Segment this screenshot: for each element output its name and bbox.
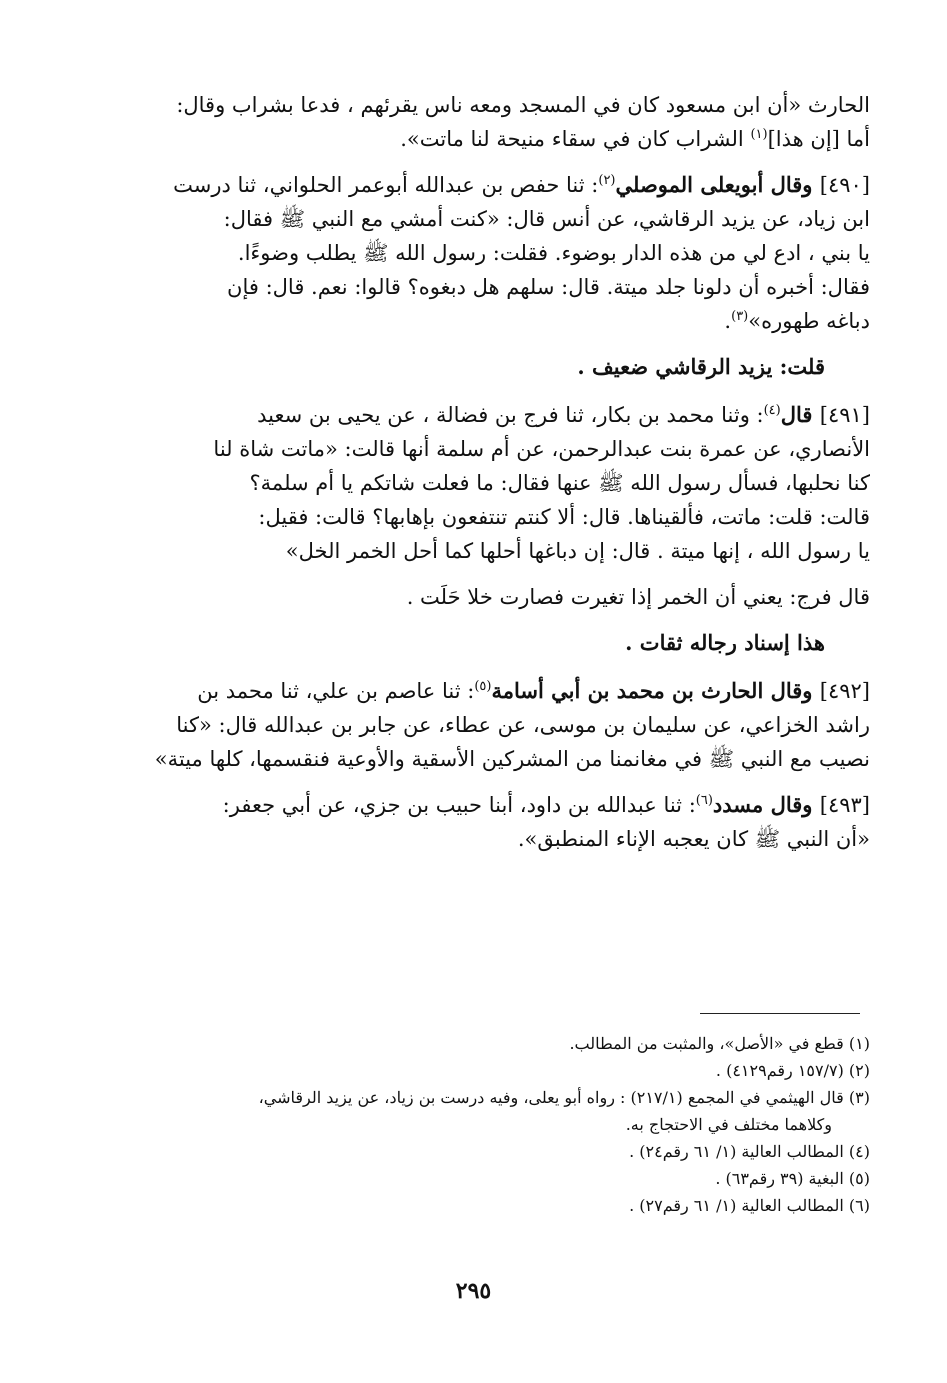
- paragraph-continuation: [100, 88, 870, 156]
- hadith-number: [٤٩٣]: [819, 793, 870, 817]
- text-segment: : ثنا حفص بن عبدالله أبوعمر الحلواني، ثنا درست: [173, 173, 599, 197]
- text-segment: دباغه طهوره»: [748, 309, 870, 333]
- footnote-item: (٢) (١٥٧/٧ رقم٤١٢٩) .: [715, 1061, 870, 1080]
- hadith-490: [100, 168, 870, 338]
- footnote-item: (١) قطع في «الأصل»، والمثبت من المطالب.: [569, 1034, 870, 1053]
- text-line: راشد الخزاعي، عن سليمان بن موسى، عن عطاء، عن جابر بن عبدالله قال: «كنا: [176, 713, 870, 737]
- hadith-493: [100, 788, 870, 856]
- page-number: ٢٩٥: [455, 1278, 492, 1304]
- text-line: ابن زياد، عن يزيد الرقاشي، عن أنس قال: «كنت أمشي مع النبي ﷺ فقال:: [223, 207, 870, 231]
- text-segment: الشراب كان في سقاء منيحة لنا ماتت».: [400, 127, 751, 151]
- text-line: فقال: أخبره أن دلونا جلد ميتة. قال: سلهم هل دبغوه؟ قالوا: نعم. قال: فإن: [227, 275, 870, 299]
- footnote-item: (٣) قال الهيثمي في المجمع (٢١٧/١) : رواه أبو يعلى، وفيه درست بن زياد، عن يزيد الرقاشي،: [258, 1088, 870, 1107]
- text-line: يا بني ، ادع لي من هذه الدار بوضوء. فقلت: رسول الله ﷺ يطلب وضوءًا.: [237, 241, 870, 265]
- text-line: قالت: قلت: ماتت، فألقيناها. قال: ألا كنتم تنتفعون بإهابها؟ قالت: فقيل:: [258, 505, 870, 529]
- narrator-name: قال: [780, 402, 820, 427]
- text-line: الأنصاري، عن عمرة بنت عبدالرحمن، عن أم سلمة أنها قالت: «ماتت شاة لنا: [213, 437, 870, 461]
- footnote-continuation: وكلاهما مختلف في الاحتجاج به.: [625, 1115, 832, 1134]
- footnote-item: (٦) المطالب العالية (١/ ٦١ رقم٢٧) .: [629, 1196, 870, 1215]
- hadith-491: [100, 398, 870, 568]
- footnote-ref: (٣): [731, 309, 749, 324]
- text-line: [100, 674, 870, 708]
- text-segment: : وثنا محمد بن بكار، ثنا فرج بن فضالة ، عن يحيى بن سعيد: [257, 403, 764, 427]
- text-segment: : ثنا عبدالله بن داود، أبنا حبيب بن جزي، عن أبي جعفر:: [222, 793, 696, 817]
- hadith-number: [٤٩١]: [819, 403, 870, 427]
- page-body: [100, 88, 870, 868]
- footnote-ref: (٤): [763, 403, 781, 418]
- text-line: [100, 398, 870, 432]
- hadith-number: [٤٩٢]: [819, 679, 870, 703]
- text-line: نصيب مع النبي ﷺ في مغانمنا من المشركين الأسقية والأوعية فنقسمها، كلها ميتة»: [154, 747, 870, 771]
- paragraph-explanation: [100, 580, 870, 614]
- footnote-ref: (٢): [598, 173, 616, 188]
- text-line: الحارث «أن ابن مسعود كان في المسجد ومعه ناس يقرئهم ، فدعا بشراب وقال:: [176, 93, 870, 117]
- footnote-ref: (١): [750, 127, 768, 142]
- text-line: [100, 122, 870, 156]
- footnote-ref: (٦): [695, 793, 713, 808]
- text-line: كنا نحلبها، فسأل رسول الله ﷺ عنها فقال: ما فعلت شاتكم يا أم سلمة؟: [249, 471, 870, 495]
- text-segment: : ثنا عاصم بن علي، ثنا محمد بن: [197, 679, 475, 703]
- footnote-item: (٥) البغية (٣٩ رقم٦٣) .: [715, 1169, 870, 1188]
- footnotes: [100, 1030, 870, 1219]
- text-segment: .: [724, 309, 732, 333]
- footnote-ref: (٥): [474, 679, 492, 694]
- text-segment: أما [إن هذا]: [767, 127, 870, 151]
- commentary-note: قلت: يزيد الرقاشي ضعيف .: [577, 354, 825, 379]
- text-line: [100, 168, 870, 202]
- text-line: «أن النبي ﷺ كان يعجبه الإناء المنطبق».: [517, 827, 870, 851]
- footnote-divider: [700, 1013, 860, 1014]
- text-line: قال فرج: يعني أن الخمر إذا تغيرت فصارت خلا حَلَت .: [406, 585, 870, 609]
- narrator-name: وقال مسدد: [712, 792, 820, 817]
- narrator-name: وقال الحارث بن محمد بن أبي أسامة: [491, 678, 820, 703]
- text-line: [100, 788, 870, 822]
- footnote-item: (٤) المطالب العالية (١/ ٦١ رقم٢٤) .: [629, 1142, 870, 1161]
- hadith-number: [٤٩٠]: [819, 173, 870, 197]
- narrator-name: وقال أبويعلى الموصلي: [615, 172, 820, 197]
- hadith-492: [100, 674, 870, 776]
- commentary-note: هذا إسناد رجاله ثقات .: [625, 630, 825, 655]
- text-line: [100, 304, 870, 338]
- text-line: يا رسول الله ، إنها ميتة . قال: إن دباغها أحلها كما أحل الخمر الخل»: [285, 539, 870, 563]
